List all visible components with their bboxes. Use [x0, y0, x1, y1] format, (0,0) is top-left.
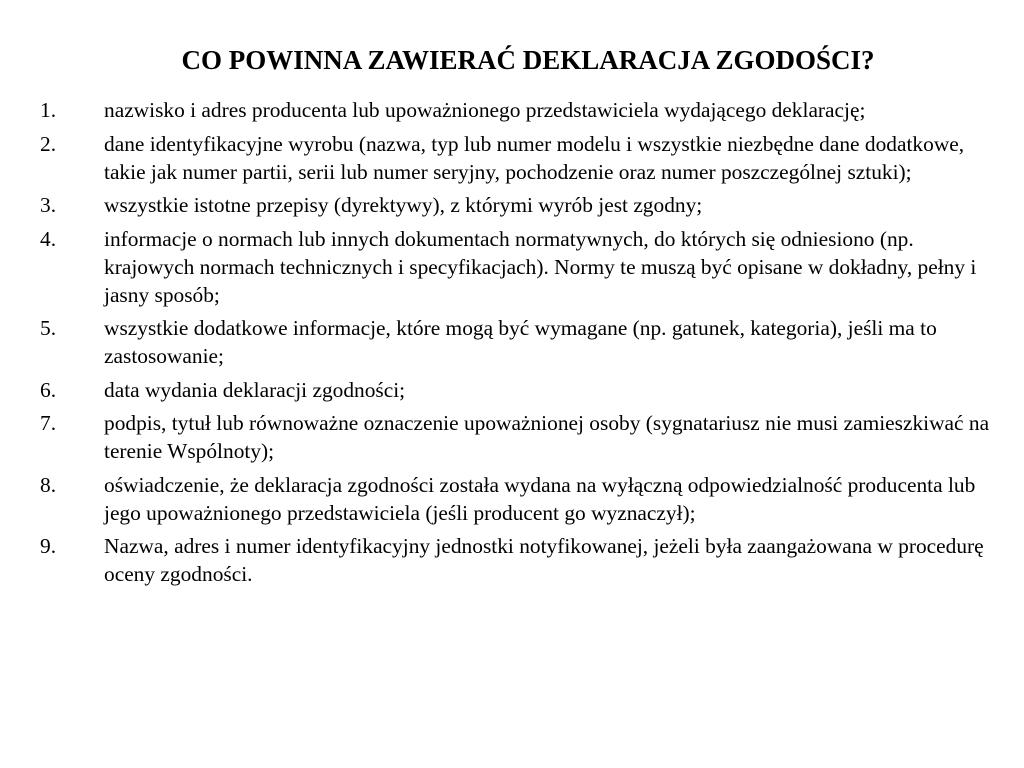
item-text: oświadczenie, że deklaracja zgodności została wydana na wyłączną odpowiedzialność producenta lub jego upoważnionego przedstawiciela (jeśli producent go wyznaczył);: [104, 472, 976, 525]
item-number: 8.: [40, 472, 57, 497]
item-text: podpis, tytuł lub równoważne oznaczenie upoważnionej osoby (sygnatariusz nie musi zamieszkiwać na terenie Wspólnoty);: [104, 411, 990, 463]
item-text: data wydania deklaracji zgodności;: [104, 377, 406, 402]
list-item: [40, 376, 990, 404]
item-text: Nazwa, adres i numer identyfikacyjny jednostki notyfikowanej, jeżeli była zaangażowana w procedurę oceny zgodności.: [104, 534, 984, 586]
item-number: 7.: [40, 411, 57, 435]
requirements-list: [40, 96, 990, 594]
list-item: [40, 225, 990, 309]
item-number: 3.: [40, 193, 57, 217]
item-text: nazwisko i adres producenta lub upoważnionego przedstawiciela wydającego deklarację;: [104, 98, 866, 122]
item-number: 9.: [40, 534, 57, 558]
list-item: [40, 314, 990, 370]
item-number: 4.: [40, 226, 57, 251]
list-item: [40, 532, 990, 588]
item-text: informacje o normach lub innych dokumentach normatywnych, do których się odniesiono (np. krajowych normach technicznych i specyfikacjach). Normy te muszą być opisane w dokładny, pełny i jasny sposób;: [104, 226, 977, 307]
item-number: 2.: [40, 131, 57, 156]
item-text: wszystkie dodatkowe informacje, które mogą być wymagane (np. gatunek, kategoria), jeśli ma to zastosowanie;: [104, 316, 937, 368]
item-text: dane identyfikacyjne wyrobu (nazwa, typ lub numer modelu i wszystkie niezbędne dane dodatkowe, takie jak numer partii, serii lub numer seryjny, pochodzenie oraz numer poszczególnej sztuki);: [104, 131, 965, 184]
list-item: [40, 96, 990, 124]
slide-title: CO POWINNA ZAWIERAĆ DEKLARACJA ZGODOŚCI?: [181, 45, 875, 75]
item-number: 5.: [40, 316, 57, 340]
item-text: wszystkie istotne przepisy (dyrektywy), z którymi wyrób jest zgodny;: [104, 193, 703, 217]
list-item: [40, 130, 990, 186]
list-item: [40, 409, 990, 465]
list-item: [40, 471, 990, 527]
item-number: 1.: [40, 98, 57, 122]
item-number: 6.: [40, 377, 57, 402]
list-item: [40, 191, 990, 219]
